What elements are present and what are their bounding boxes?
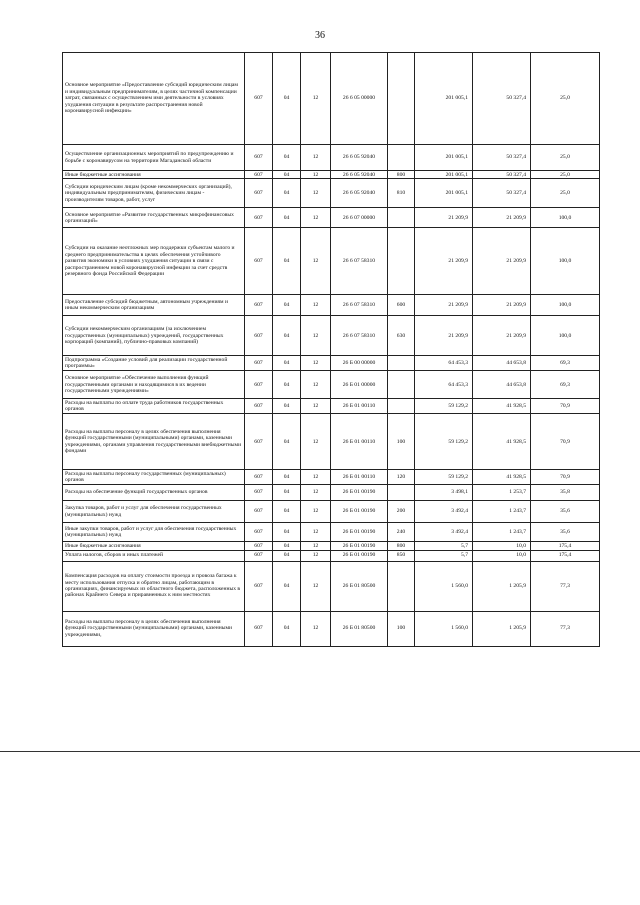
cell-plan: 1 560,0 bbox=[415, 561, 473, 611]
cell-actual: 1 205,9 bbox=[473, 611, 531, 646]
cell-percent: 70,9 bbox=[531, 470, 600, 485]
cell-expense-type: 600 bbox=[388, 295, 415, 316]
cell-subsection: 12 bbox=[301, 53, 331, 145]
table-row bbox=[63, 208, 600, 228]
cell-target-article: 26 Б 00 00000 bbox=[331, 356, 388, 371]
cell-actual: 1 243,7 bbox=[473, 501, 531, 523]
cell-section: 04 bbox=[273, 561, 301, 611]
cell-percent: 175,4 bbox=[531, 542, 600, 550]
table-row bbox=[63, 356, 600, 371]
cell-ved: 607 bbox=[245, 561, 273, 611]
row-name: Предоставление субсидий бюджетным, автономным учреждениям и иным некоммерческим организациям bbox=[63, 295, 245, 316]
cell-target-article: 26 Б 01 00110 bbox=[331, 414, 388, 470]
cell-section: 04 bbox=[273, 179, 301, 208]
cell-ved: 607 bbox=[245, 53, 273, 145]
cell-section: 04 bbox=[273, 208, 301, 228]
cell-plan: 201 005,1 bbox=[415, 53, 473, 145]
cell-actual: 50 327,4 bbox=[473, 171, 531, 179]
table-row bbox=[63, 414, 600, 470]
cell-section: 04 bbox=[273, 470, 301, 485]
cell-target-article: 26 Б 01 00000 bbox=[331, 371, 388, 399]
cell-subsection: 12 bbox=[301, 399, 331, 414]
cell-ved: 607 bbox=[245, 501, 273, 523]
cell-section: 04 bbox=[273, 145, 301, 171]
cell-actual: 50 327,4 bbox=[473, 145, 531, 171]
table-row bbox=[63, 371, 600, 399]
cell-subsection: 12 bbox=[301, 611, 331, 646]
table-row bbox=[63, 501, 600, 523]
table-row bbox=[63, 171, 600, 179]
cell-subsection: 12 bbox=[301, 414, 331, 470]
bottom-rule bbox=[0, 751, 640, 752]
cell-target-article: 26 Б 01 00190 bbox=[331, 542, 388, 550]
cell-ved: 607 bbox=[245, 171, 273, 179]
cell-plan: 201 005,1 bbox=[415, 179, 473, 208]
cell-percent: 100,0 bbox=[531, 208, 600, 228]
cell-target-article: 26 Б 01 00190 bbox=[331, 550, 388, 561]
cell-actual: 44 653,8 bbox=[473, 356, 531, 371]
cell-actual: 1 205,9 bbox=[473, 561, 531, 611]
cell-subsection: 12 bbox=[301, 228, 331, 295]
cell-expense-type: 100 bbox=[388, 611, 415, 646]
cell-percent: 100,0 bbox=[531, 316, 600, 356]
cell-subsection: 12 bbox=[301, 470, 331, 485]
cell-section: 04 bbox=[273, 414, 301, 470]
cell-ved: 607 bbox=[245, 399, 273, 414]
cell-plan: 59 129,2 bbox=[415, 399, 473, 414]
cell-subsection: 12 bbox=[301, 208, 331, 228]
row-name: Осуществление организационных мероприятий по предупреждению и борьбе с коронавирусом на территории Магаданской области bbox=[63, 145, 245, 171]
cell-plan: 64 453,3 bbox=[415, 371, 473, 399]
cell-target-article: 26 Б 01 00190 bbox=[331, 523, 388, 542]
cell-actual: 21 209,9 bbox=[473, 228, 531, 295]
row-name: Расходы на выплаты по оплате труда работников государственных органов bbox=[63, 399, 245, 414]
cell-section: 04 bbox=[273, 501, 301, 523]
cell-expense-type bbox=[388, 371, 415, 399]
cell-section: 04 bbox=[273, 295, 301, 316]
row-name: Расходы на выплаты персоналу в целях обеспечения выполнения функций государственными (муниципальными) органами, казенными учреждениями, органами управления государственными внебюджетными фондами bbox=[63, 414, 245, 470]
cell-actual: 1 253,7 bbox=[473, 485, 531, 501]
cell-subsection: 12 bbox=[301, 171, 331, 179]
cell-percent: 77,3 bbox=[531, 611, 600, 646]
cell-ved: 607 bbox=[245, 523, 273, 542]
page-number: 36 bbox=[315, 30, 325, 41]
cell-subsection: 12 bbox=[301, 485, 331, 501]
cell-target-article: 26 Б 01 00190 bbox=[331, 485, 388, 501]
cell-expense-type bbox=[388, 561, 415, 611]
cell-actual: 21 209,9 bbox=[473, 295, 531, 316]
cell-percent: 25,0 bbox=[531, 179, 600, 208]
cell-ved: 607 bbox=[245, 145, 273, 171]
cell-expense-type bbox=[388, 356, 415, 371]
cell-expense-type bbox=[388, 208, 415, 228]
row-name: Уплата налогов, сборов и иных платежей bbox=[63, 550, 245, 561]
cell-plan: 3 492,4 bbox=[415, 501, 473, 523]
cell-expense-type bbox=[388, 485, 415, 501]
cell-target-article: 26 6 07 58310 bbox=[331, 295, 388, 316]
cell-actual: 10,0 bbox=[473, 542, 531, 550]
cell-ved: 607 bbox=[245, 611, 273, 646]
cell-actual: 21 209,9 bbox=[473, 208, 531, 228]
cell-percent: 100,0 bbox=[531, 295, 600, 316]
table-row bbox=[63, 470, 600, 485]
cell-actual: 1 243,7 bbox=[473, 523, 531, 542]
cell-target-article: 26 Б 01 00110 bbox=[331, 399, 388, 414]
cell-section: 04 bbox=[273, 485, 301, 501]
row-name: Иные бюджетные ассигнования bbox=[63, 542, 245, 550]
cell-percent: 70,9 bbox=[531, 414, 600, 470]
cell-target-article: 26 6 05 92040 bbox=[331, 179, 388, 208]
cell-plan: 5,7 bbox=[415, 542, 473, 550]
cell-target-article: 26 Б 01 00190 bbox=[331, 501, 388, 523]
cell-plan: 59 129,2 bbox=[415, 414, 473, 470]
cell-percent: 175,4 bbox=[531, 550, 600, 561]
cell-expense-type bbox=[388, 399, 415, 414]
cell-subsection: 12 bbox=[301, 501, 331, 523]
cell-subsection: 12 bbox=[301, 145, 331, 171]
cell-percent: 69,3 bbox=[531, 371, 600, 399]
cell-percent: 35,8 bbox=[531, 485, 600, 501]
cell-subsection: 12 bbox=[301, 561, 331, 611]
cell-subsection: 12 bbox=[301, 542, 331, 550]
row-name: Иные бюджетные ассигнования bbox=[63, 171, 245, 179]
cell-target-article: 26 6 07 58310 bbox=[331, 228, 388, 295]
table-row bbox=[63, 611, 600, 646]
table-row bbox=[63, 542, 600, 550]
table-row bbox=[63, 145, 600, 171]
cell-ved: 607 bbox=[245, 295, 273, 316]
cell-subsection: 12 bbox=[301, 179, 331, 208]
cell-expense-type bbox=[388, 145, 415, 171]
cell-percent: 69,3 bbox=[531, 356, 600, 371]
cell-percent: 25,0 bbox=[531, 171, 600, 179]
row-name: Иные закупки товаров, работ и услуг для обеспечения государственных (муниципальных) нужд bbox=[63, 523, 245, 542]
cell-percent: 25,0 bbox=[531, 145, 600, 171]
cell-target-article: 26 Б 01 00110 bbox=[331, 470, 388, 485]
cell-actual: 50 327,4 bbox=[473, 179, 531, 208]
cell-percent: 77,3 bbox=[531, 561, 600, 611]
cell-ved: 607 bbox=[245, 179, 273, 208]
cell-expense-type bbox=[388, 228, 415, 295]
cell-subsection: 12 bbox=[301, 295, 331, 316]
row-name: Расходы на обеспечение функций государственных органов bbox=[63, 485, 245, 501]
cell-expense-type: 240 bbox=[388, 523, 415, 542]
row-name: Расходы на выплаты персоналу в целях обеспечения выполнения функций государственными (муниципальными) органами, казенными учреждениями, bbox=[63, 611, 245, 646]
cell-section: 04 bbox=[273, 399, 301, 414]
row-name: Расходы на выплаты персоналу государственных (муниципальных) органов bbox=[63, 470, 245, 485]
cell-plan: 21 209,9 bbox=[415, 316, 473, 356]
table-row bbox=[63, 53, 600, 145]
cell-section: 04 bbox=[273, 356, 301, 371]
cell-section: 04 bbox=[273, 523, 301, 542]
cell-plan: 21 209,9 bbox=[415, 295, 473, 316]
cell-actual: 44 653,8 bbox=[473, 371, 531, 399]
cell-section: 04 bbox=[273, 542, 301, 550]
cell-percent: 35,6 bbox=[531, 501, 600, 523]
table-row bbox=[63, 179, 600, 208]
cell-target-article: 26 Б 01 80500 bbox=[331, 611, 388, 646]
cell-target-article: 26 6 07 00000 bbox=[331, 208, 388, 228]
cell-ved: 607 bbox=[245, 550, 273, 561]
cell-target-article: 26 6 05 92040 bbox=[331, 171, 388, 179]
cell-section: 04 bbox=[273, 371, 301, 399]
cell-actual: 41 928,5 bbox=[473, 470, 531, 485]
cell-ved: 607 bbox=[245, 228, 273, 295]
cell-section: 04 bbox=[273, 316, 301, 356]
cell-plan: 1 560,0 bbox=[415, 611, 473, 646]
cell-ved: 607 bbox=[245, 316, 273, 356]
row-name: Подпрограмма «Создание условий для реализации государственной программы» bbox=[63, 356, 245, 371]
table-row bbox=[63, 316, 600, 356]
cell-expense-type: 800 bbox=[388, 171, 415, 179]
row-name: Компенсация расходов на оплату стоимости проезда и провоза багажа к месту использования отпуска и обратно лицам, работающим в организациях, финансируемых из областного бюджета, расположенных в районах Крайнего Севера и приравненных к ним местностях bbox=[63, 561, 245, 611]
cell-plan: 21 209,9 bbox=[415, 228, 473, 295]
cell-subsection: 12 bbox=[301, 316, 331, 356]
cell-target-article: 26 6 05 92040 bbox=[331, 145, 388, 171]
table-body bbox=[63, 53, 600, 647]
cell-ved: 607 bbox=[245, 542, 273, 550]
table-row bbox=[63, 523, 600, 542]
cell-expense-type: 630 bbox=[388, 316, 415, 356]
cell-target-article: 26 6 07 58310 bbox=[331, 316, 388, 356]
cell-subsection: 12 bbox=[301, 523, 331, 542]
row-name: Закупка товаров, работ и услуг для обеспечения государственных (муниципальных) нужд bbox=[63, 501, 245, 523]
cell-section: 04 bbox=[273, 550, 301, 561]
cell-plan: 201 005,1 bbox=[415, 145, 473, 171]
cell-percent: 70,9 bbox=[531, 399, 600, 414]
table-row bbox=[63, 295, 600, 316]
cell-plan: 3 498,1 bbox=[415, 485, 473, 501]
table-row bbox=[63, 228, 600, 295]
cell-expense-type: 810 bbox=[388, 179, 415, 208]
cell-section: 04 bbox=[273, 171, 301, 179]
row-name: Субсидии юридическим лицам (кроме некоммерческих организаций), индивидуальным предпринимателям, физическим лицам - производителям товаров, работ, услуг bbox=[63, 179, 245, 208]
cell-actual: 41 928,5 bbox=[473, 414, 531, 470]
cell-expense-type: 200 bbox=[388, 501, 415, 523]
cell-ved: 607 bbox=[245, 470, 273, 485]
cell-plan: 3 492,4 bbox=[415, 523, 473, 542]
table-row bbox=[63, 399, 600, 414]
row-name: Субсидии некоммерческим организациям (за исключением государственных (муниципальных) учреждений, государственных корпораций (компаний), публично-правовых компаний) bbox=[63, 316, 245, 356]
cell-plan: 59 129,2 bbox=[415, 470, 473, 485]
cell-expense-type: 850 bbox=[388, 550, 415, 561]
cell-percent: 35,6 bbox=[531, 523, 600, 542]
cell-ved: 607 bbox=[245, 356, 273, 371]
row-name: Основное мероприятие «Предоставление субсидий юридическим лицам и индивидуальным предпринимателям, в целях частичной компенсации затрат, связанных с осуществлением ими деятельности в условиях ухудшения ситуации в результате распространения новой коронавирусной инфекции» bbox=[63, 53, 245, 145]
cell-ved: 607 bbox=[245, 371, 273, 399]
cell-subsection: 12 bbox=[301, 356, 331, 371]
cell-expense-type: 120 bbox=[388, 470, 415, 485]
cell-ved: 607 bbox=[245, 208, 273, 228]
row-name: Основное мероприятие «Развитие государственных микрофинансовых организаций» bbox=[63, 208, 245, 228]
cell-subsection: 12 bbox=[301, 550, 331, 561]
cell-percent: 100,0 bbox=[531, 228, 600, 295]
cell-target-article: 26 6 05 00000 bbox=[331, 53, 388, 145]
cell-target-article: 26 Б 01 80500 bbox=[331, 561, 388, 611]
cell-section: 04 bbox=[273, 228, 301, 295]
cell-actual: 10,0 bbox=[473, 550, 531, 561]
cell-actual: 50 327,4 bbox=[473, 53, 531, 145]
cell-ved: 607 bbox=[245, 485, 273, 501]
cell-ved: 607 bbox=[245, 414, 273, 470]
cell-expense-type: 100 bbox=[388, 414, 415, 470]
cell-expense-type: 800 bbox=[388, 542, 415, 550]
cell-percent: 25,0 bbox=[531, 53, 600, 145]
budget-table bbox=[62, 52, 600, 647]
row-name: Основное мероприятие «Обеспечение выполнения функций государственными органами и находящимися в их ведении государственными учреждениями» bbox=[63, 371, 245, 399]
cell-section: 04 bbox=[273, 611, 301, 646]
table-row bbox=[63, 561, 600, 611]
cell-actual: 21 209,9 bbox=[473, 316, 531, 356]
cell-plan: 201 005,1 bbox=[415, 171, 473, 179]
cell-actual: 41 928,5 bbox=[473, 399, 531, 414]
cell-plan: 21 209,9 bbox=[415, 208, 473, 228]
cell-plan: 64 453,3 bbox=[415, 356, 473, 371]
row-name: Субсидии на оказание неотложных мер поддержки субъектам малого и среднего предпринимательства в целях обеспечения устойчивого развития экономики в условиях ухудшения ситуации в связи с распространением новой коронавирусной инфекции за счет средств резервного фонда Российской Федерации bbox=[63, 228, 245, 295]
table-row bbox=[63, 550, 600, 561]
table-row bbox=[63, 485, 600, 501]
cell-plan: 5,7 bbox=[415, 550, 473, 561]
cell-subsection: 12 bbox=[301, 371, 331, 399]
cell-expense-type bbox=[388, 53, 415, 145]
cell-section: 04 bbox=[273, 53, 301, 145]
